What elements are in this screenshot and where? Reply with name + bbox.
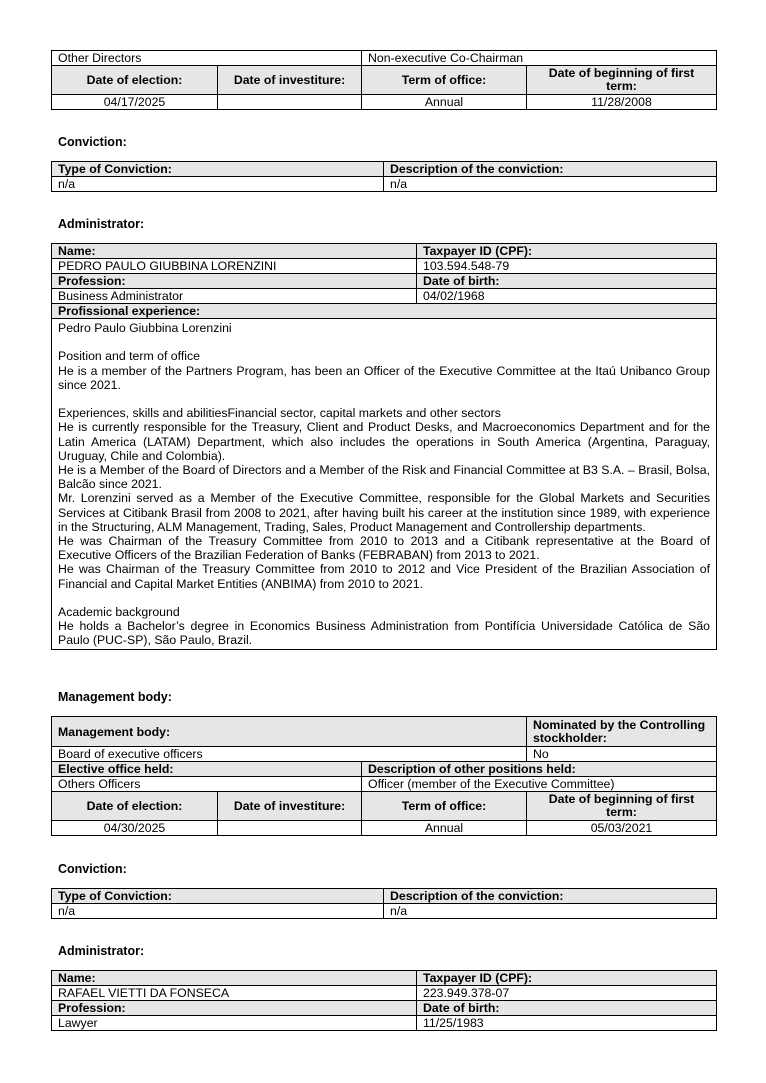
skills-paragraph-3: Mr. Lorenzini served as a Member of the Executive Committee, responsible for the Global Markets and Securities Services at Citibank Brasil from 2008 to 2021, after having built his career at the institution since 1989, with experience in the Structuring, ALM Management, Trading, Sales, Product Management and Controllership departments. [58, 491, 710, 534]
academic-heading: Academic background [58, 605, 180, 620]
other-positions-label: Description of other positions held: [362, 762, 717, 777]
date-of-birth-label: Date of birth: [417, 274, 717, 289]
investiture-date-value [218, 821, 362, 836]
role-cell: Non-executive Co-Chairman [362, 51, 717, 66]
profession-value: Business Administrator [52, 289, 417, 304]
investiture-date-header: Date of investiture: [218, 66, 362, 95]
experience-name: Pedro Paulo Giubbina Lorenzini [58, 321, 232, 335]
cpf-value: 103.594.548-79 [417, 259, 717, 274]
name-value: PEDRO PAULO GIUBBINA LORENZINI [52, 259, 417, 274]
position-text: He is a member of the Partners Program, has been an Officer of the Executive Committee at the Itaú Unibanco Group since 2021. [58, 363, 710, 392]
term-of-office-header: Term of office: [362, 792, 527, 821]
management-body-value: Board of executive officers [52, 747, 527, 762]
administrator-heading: Administrator: [58, 217, 145, 231]
administrator-table [51, 970, 717, 1031]
first-term-date-value: 05/03/2021 [527, 821, 717, 836]
skills-heading: Experiences, skills and abilitiesFinancial sector, capital markets and other sectors [58, 406, 501, 421]
name-label: Name: [52, 244, 417, 259]
profession-label: Profession: [52, 1001, 417, 1016]
management-body-heading: Management body: [58, 690, 172, 704]
name-label: Name: [52, 971, 417, 986]
election-date-value: 04/30/2025 [52, 821, 218, 836]
experience-label: Profissional experience: [52, 304, 717, 319]
term-of-office-value: Annual [362, 95, 527, 110]
skills-paragraph-5: He was Chairman of the Treasury Committee from 2010 to 2012 and Vice President of the Brazilian Association of Financial and Capital Market Entities (ANBIMA) from 2010 to 2021. [58, 562, 710, 591]
conviction-description-header: Description of the conviction: [384, 162, 717, 177]
conviction-table [51, 161, 717, 192]
name-value: RAFAEL VIETTI DA FONSECA [52, 986, 417, 1001]
conviction-heading: Conviction: [58, 135, 127, 149]
first-term-date-value: 11/28/2008 [527, 95, 717, 110]
conviction-type-header: Type of Conviction: [52, 889, 384, 904]
first-term-date-header: Date of beginning of first term: [527, 792, 717, 821]
skills-paragraph-2: He is a Member of the Board of Directors and a Member of the Risk and Financial Committee at B3 S.A. – Brasil, Bolsa, Balcão since 2021. [58, 463, 710, 492]
election-date-header: Date of election: [52, 66, 218, 95]
conviction-type-value: n/a [52, 177, 384, 192]
term-of-office-header: Term of office: [362, 66, 527, 95]
date-of-birth-label: Date of birth: [417, 1001, 717, 1016]
profession-label: Profession: [52, 274, 417, 289]
director-term-table [51, 50, 717, 110]
conviction-heading: Conviction: [58, 862, 127, 876]
management-body-table [51, 716, 717, 836]
investiture-date-value [218, 95, 362, 110]
conviction-table [51, 888, 717, 919]
term-of-office-value: Annual [362, 821, 527, 836]
management-body-label: Management body: [52, 717, 527, 747]
profession-value: Lawyer [52, 1016, 417, 1031]
conviction-type-value: n/a [52, 904, 384, 919]
conviction-type-header: Type of Conviction: [52, 162, 384, 177]
administrator-table [51, 243, 717, 650]
conviction-description-value: n/a [384, 904, 717, 919]
experience-text [52, 319, 717, 650]
date-of-birth-value: 04/02/1968 [417, 289, 717, 304]
board-position-cell: Other Directors [52, 51, 362, 66]
nominated-label: Nominated by the Controlling stockholder: [527, 717, 717, 747]
other-positions-value: Officer (member of the Executive Committee) [362, 777, 717, 792]
cpf-value: 223.949.378-07 [417, 986, 717, 1001]
investiture-date-header: Date of investiture: [218, 792, 362, 821]
date-of-birth-value: 11/25/1983 [417, 1016, 717, 1031]
conviction-description-value: n/a [384, 177, 717, 192]
conviction-description-header: Description of the conviction: [384, 889, 717, 904]
skills-paragraph-4: He was Chairman of the Treasury Committee from 2010 to 2013 and a Citibank representative at the Board of Executive Officers of the Brazilian Federation of Banks (FEBRABAN) from 2013 to 2021. [58, 534, 710, 563]
skills-paragraph-1: He is currently responsible for the Treasury, Client and Product Desks, and Macroeconomics Department and for the Latin America (LATAM) Department, which also includes the operations in South America (Argentina, Paraguay, Uruguay, Chile and Colombia). [58, 420, 710, 463]
nominated-value: No [527, 747, 717, 762]
elective-office-label: Elective office held: [52, 762, 362, 777]
academic-text: He holds a Bachelor’s degree in Economics Business Administration from Pontifícia Universidade Católica de São Paulo (PUC-SP), São Paulo, Brazil. [58, 619, 710, 648]
position-heading: Position and term of office [58, 349, 200, 364]
administrator-heading: Administrator: [58, 944, 145, 958]
election-date-value: 04/17/2025 [52, 95, 218, 110]
election-date-header: Date of election: [52, 792, 218, 821]
first-term-date-header: Date of beginning of first term: [527, 66, 717, 95]
cpf-label: Taxpayer ID (CPF): [417, 244, 717, 259]
cpf-label: Taxpayer ID (CPF): [417, 971, 717, 986]
elective-office-value: Others Officers [52, 777, 362, 792]
